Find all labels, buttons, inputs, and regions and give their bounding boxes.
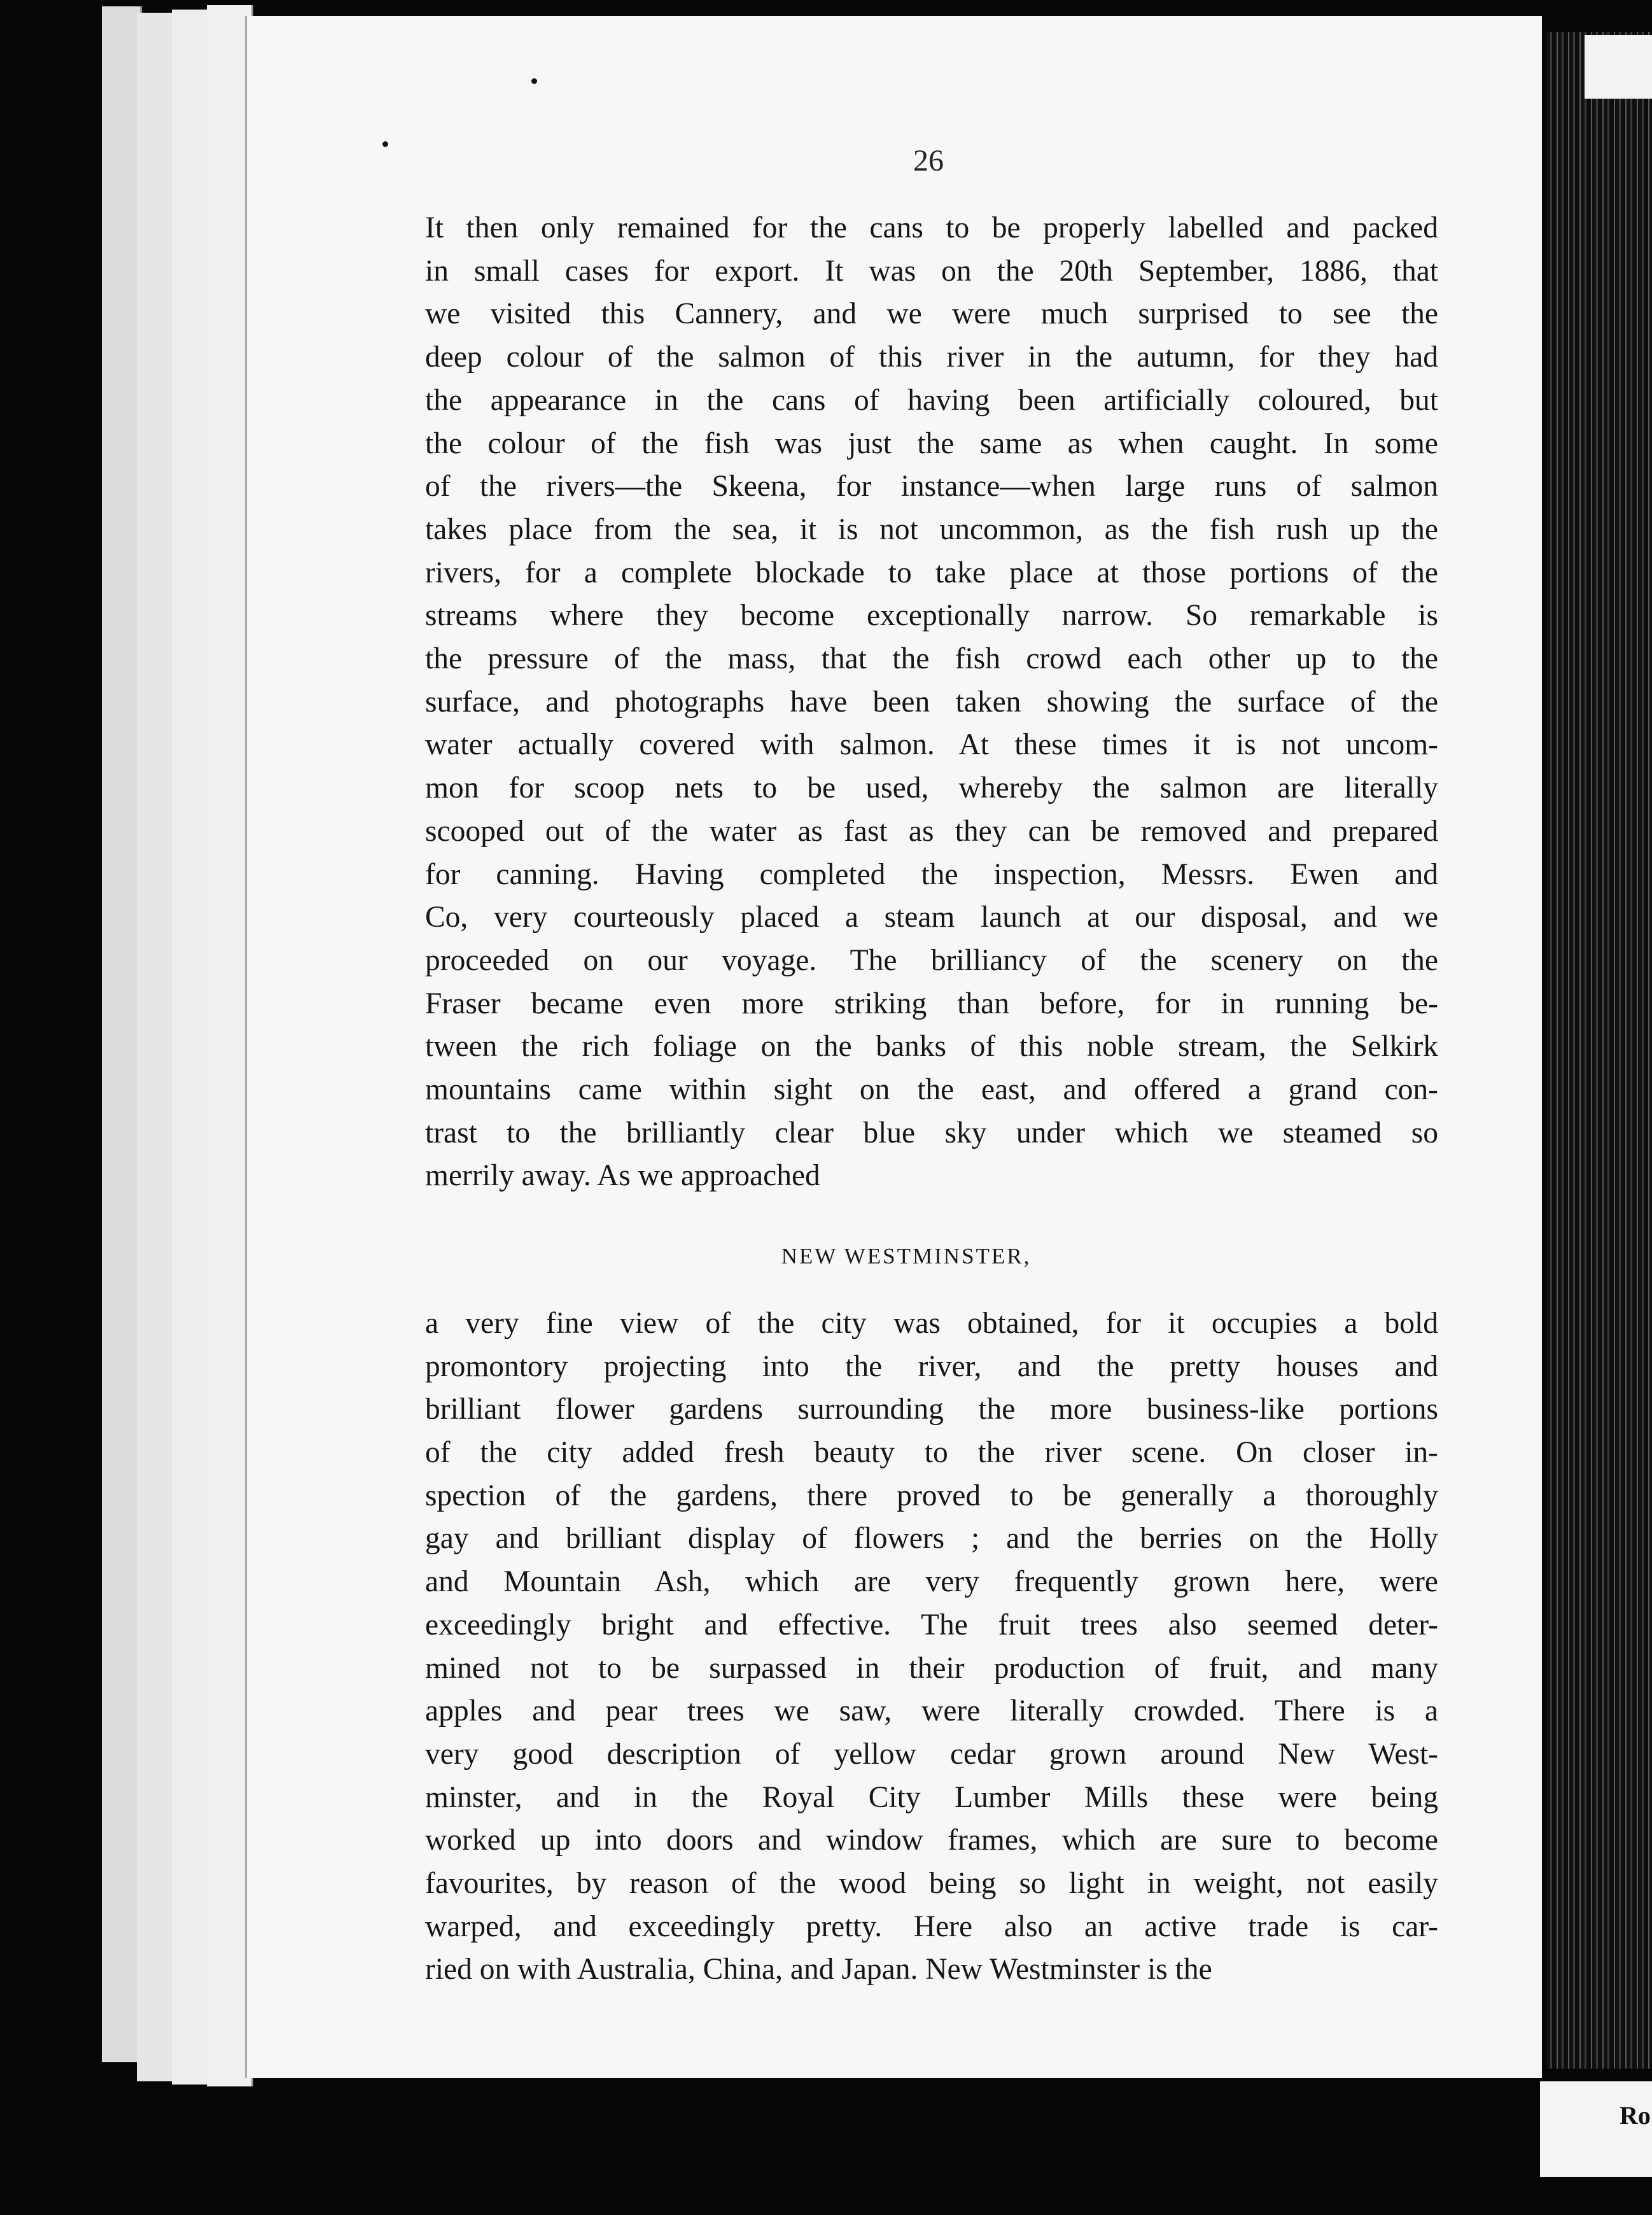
- text-line: rivers, for a complete blockade to take place at those portions of the: [425, 556, 1438, 589]
- text-line: Co, very courteously placed a steam launch at our disposal, and we: [425, 901, 1438, 934]
- section-heading: NEW WESTMINSTER,: [781, 1244, 1032, 1269]
- page-body: [425, 207, 1438, 1992]
- text-line: spection of the gardens, there proved to be generally a thoroughly: [425, 1479, 1438, 1512]
- text-line: promontory projecting into the river, and the pretty houses and: [425, 1349, 1438, 1383]
- text-line: streams where they become exceptionally narrow. So remarkable is: [425, 599, 1438, 633]
- text-line: apples and pear trees we saw, were literally crowded. There is a: [425, 1694, 1438, 1728]
- facing-page-margin: [1585, 35, 1652, 99]
- text-line: gay and brilliant display of flowers ; and the berries on the Holly: [425, 1522, 1438, 1556]
- text-line: scooped out of the water as fast as they can be removed and prepared: [425, 814, 1438, 848]
- text-line: ried on with Australia, China, and Japan. New Westminster is the: [425, 1953, 1212, 1986]
- page-edge: [137, 13, 177, 2081]
- page-edge: [102, 6, 142, 2062]
- text-line: a very fine view of the city was obtained, for it occupies a bold: [425, 1306, 1438, 1340]
- text-line: warped, and exceedingly pretty. Here also an active trade is car-: [425, 1909, 1438, 1943]
- text-line: mountains came within sight on the east, and offered a grand con-: [425, 1073, 1438, 1107]
- text-line: mined not to be surpassed in their production of fruit, and many: [425, 1651, 1438, 1685]
- text-line: minster, and in the Royal City Lumber Mills these were being: [425, 1780, 1438, 1814]
- page-number: 26: [913, 144, 944, 178]
- text-line: trast to the brilliantly clear blue sky under which we steamed so: [425, 1116, 1438, 1150]
- text-line: Fraser became even more striking than before, for in running be-: [425, 987, 1438, 1020]
- text-line: exceedingly bright and effective. The fruit trees also seemed deter-: [425, 1608, 1438, 1642]
- text-line: we visited this Cannery, and we were much surprised to see the: [425, 297, 1438, 331]
- text-line: water actually covered with salmon. At these times it is not uncom-: [425, 728, 1438, 762]
- text-line: mon for scoop nets to be used, whereby the salmon are literally: [425, 771, 1438, 805]
- page-edge: [172, 10, 212, 2085]
- text-line: of the rivers—the Skeena, for instance—when large runs of salmon: [425, 470, 1438, 503]
- text-line: takes place from the sea, it is not uncommon, as the fish rush up the: [425, 512, 1438, 546]
- text-line: deep colour of the salmon of this river in the autumn, for they had: [425, 341, 1438, 374]
- text-line: the pressure of the mass, that the fish crowd each other up to the: [425, 642, 1438, 676]
- text-line: worked up into doors and window frames, which are sure to become: [425, 1824, 1438, 1857]
- text-line: favourites, by reason of the wood being so light in weight, not easily: [425, 1867, 1438, 1901]
- text-line: surface, and photographs have been taken showing the surface of the: [425, 685, 1438, 719]
- text-line: proceeded on our voyage. The brilliancy of the scenery on the: [425, 943, 1438, 977]
- paragraph: [425, 1302, 1438, 1992]
- facing-engraving: [1546, 32, 1652, 2069]
- text-line: the appearance in the cans of having been artificially coloured, but: [425, 383, 1438, 417]
- facing-caption: Ro: [1620, 2101, 1651, 2130]
- text-line: of the city added fresh beauty to the river scene. On closer in-: [425, 1435, 1438, 1469]
- text-line: It then only remained for the cans to be properly labelled and packed: [425, 211, 1438, 244]
- text-line: brilliant flower gardens surrounding the more business-like portions: [425, 1393, 1438, 1426]
- text-line: very good description of yellow cedar grown around New West-: [425, 1737, 1438, 1771]
- text-line: and Mountain Ash, which are very frequently grown here, were: [425, 1565, 1438, 1599]
- text-line: tween the rich foliage on the banks of this noble stream, the Selkirk: [425, 1030, 1438, 1064]
- text-line: for canning. Having completed the inspection, Messrs. Ewen and: [425, 857, 1438, 891]
- text-line: the colour of the fish was just the same as when caught. In some: [425, 426, 1438, 460]
- ink-speck: [531, 78, 537, 84]
- paragraph: [425, 207, 1438, 1198]
- text-line: in small cases for export. It was on the 20th September, 1886, that: [425, 254, 1438, 288]
- ink-speck: [382, 141, 388, 147]
- text-line: merrily away. As we approached: [425, 1159, 820, 1193]
